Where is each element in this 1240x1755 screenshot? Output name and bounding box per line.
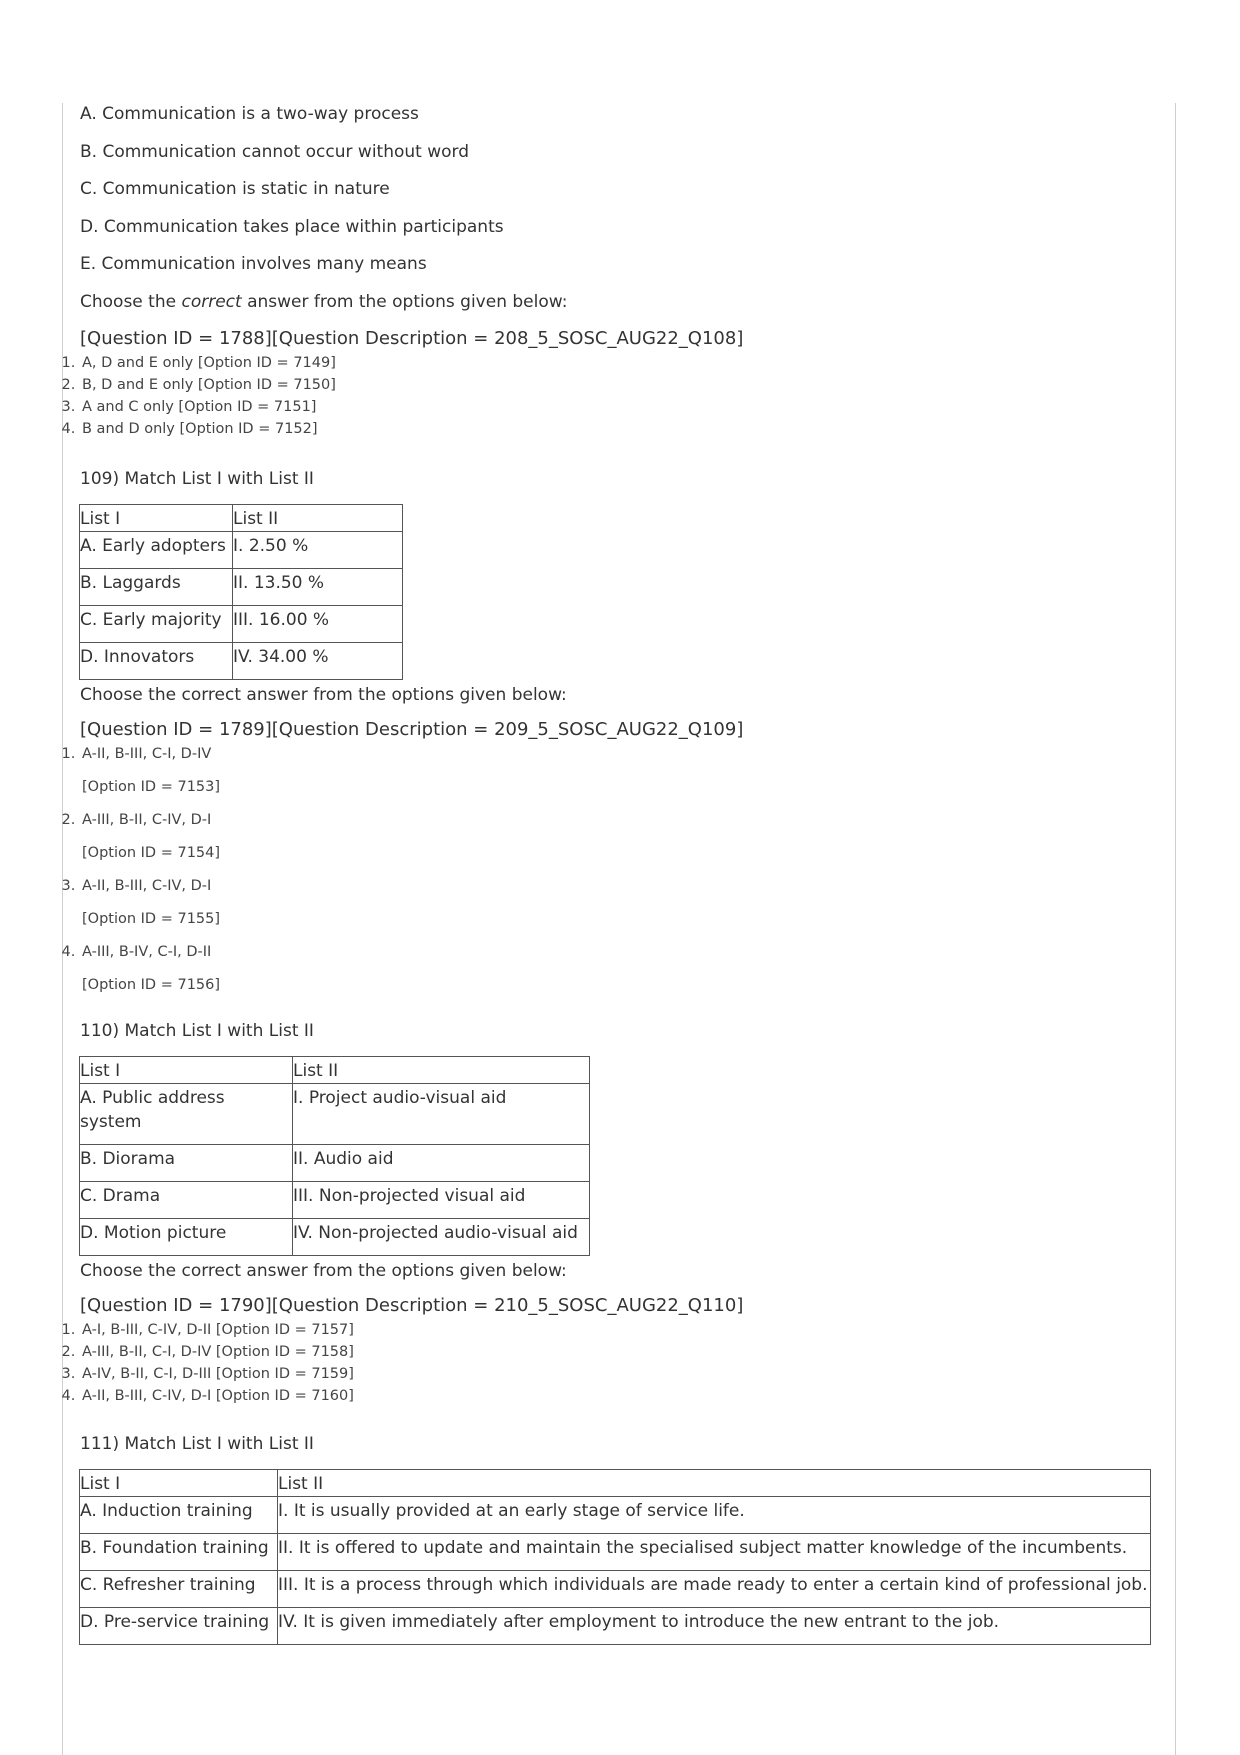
list1-cell: C. Early majority xyxy=(80,606,233,643)
question-id: [Question ID = 1790][Question Description = 210_5_SOSC_AUG22_Q110] xyxy=(80,1295,744,1316)
list1-cell: B. Laggards xyxy=(80,569,233,606)
option-3: 3. A-II, B-III, C-IV, D-I [Option ID = 7155] xyxy=(80,875,1160,930)
question-111 xyxy=(80,1433,1160,1645)
table-row xyxy=(80,1084,590,1145)
list2-cell: IV. 34.00 % xyxy=(233,643,403,680)
list1-cell: D. Pre-service training xyxy=(80,1608,278,1645)
match-table xyxy=(79,1469,1151,1645)
table-header-row xyxy=(80,1470,1151,1497)
statement-b: B. Communication cannot occur without word xyxy=(80,141,470,162)
options-list xyxy=(60,1319,1160,1407)
options-list xyxy=(60,743,1160,996)
question-id: [Question ID = 1788][Question Description = 208_5_SOSC_AUG22_Q108] xyxy=(80,328,744,349)
statement-a: A. Communication is a two-way process xyxy=(80,104,419,124)
statement-d: D. Communication takes place within participants xyxy=(80,216,504,237)
table-row xyxy=(80,532,403,569)
table-header-row xyxy=(80,1057,590,1084)
option-3: 3. A-IV, B-II, C-I, D-III [Option ID = 7159] xyxy=(80,1363,1160,1385)
table-row xyxy=(80,643,403,680)
statement-e: E. Communication involves many means xyxy=(80,254,427,274)
question-heading: 111) Match List I with List II xyxy=(80,1434,314,1454)
options-list xyxy=(60,352,1160,440)
list1-cell: B. Diorama xyxy=(80,1145,293,1182)
table-row xyxy=(80,1497,1151,1534)
option-2: 2. A-III, B-II, C-I, D-IV [Option ID = 7158] xyxy=(80,1341,1160,1363)
list2-cell: I. It is usually provided at an early stage of service life. xyxy=(278,1497,1151,1534)
list2-cell: III. It is a process through which individuals are made ready to enter a certain kind of professional job. xyxy=(278,1571,1151,1608)
list2-cell: II. 13.50 % xyxy=(233,569,403,606)
list2-cell: II. It is offered to update and maintain the specialised subject matter knowledge of the incumbents. xyxy=(278,1534,1151,1571)
choose-instruction: Choose the correct answer from the options given below: xyxy=(80,685,567,705)
header-list-1: List I xyxy=(80,1470,278,1497)
header-list-1: List I xyxy=(80,505,233,532)
statement-c: C. Communication is static in nature xyxy=(80,179,390,199)
option-1: 1. A, D and E only [Option ID = 7149] xyxy=(80,352,1160,374)
list2-cell: IV. Non-projected audio-visual aid xyxy=(293,1219,590,1256)
header-list-2: List II xyxy=(233,505,403,532)
question-110 xyxy=(80,1020,1160,1407)
header-list-1: List I xyxy=(80,1057,293,1084)
match-table xyxy=(79,504,403,680)
question-108 xyxy=(80,103,1160,440)
list1-cell: C. Refresher training xyxy=(80,1571,278,1608)
choose-instruction: Choose the correct answer from the options given below: xyxy=(80,1261,567,1281)
header-list-2: List II xyxy=(293,1057,590,1084)
list1-cell: A. Induction training xyxy=(80,1497,278,1534)
option-2: 2. A-III, B-II, C-IV, D-I [Option ID = 7154] xyxy=(80,809,1160,864)
list1-cell: D. Innovators xyxy=(80,643,233,680)
list2-cell: I. Project audio-visual aid xyxy=(293,1084,590,1145)
list1-cell: D. Motion picture xyxy=(80,1219,293,1256)
choose-instruction: Choose the correct answer from the options given below: xyxy=(80,291,568,312)
list1-cell: A. Early adopters xyxy=(80,532,233,569)
question-paper xyxy=(80,103,1160,1645)
list2-cell: II. Audio aid xyxy=(293,1145,590,1182)
question-heading: 110) Match List I with List II xyxy=(80,1021,314,1041)
match-table xyxy=(79,1056,590,1256)
list1-cell: C. Drama xyxy=(80,1182,293,1219)
question-heading: 109) Match List I with List II xyxy=(80,469,314,489)
question-109 xyxy=(80,468,1160,996)
option-3: 3. A and C only [Option ID = 7151] xyxy=(80,396,1160,418)
list2-cell: III. 16.00 % xyxy=(233,606,403,643)
table-header-row xyxy=(80,505,403,532)
table-row xyxy=(80,606,403,643)
list2-cell: III. Non-projected visual aid xyxy=(293,1182,590,1219)
option-4: 4. B and D only [Option ID = 7152] xyxy=(80,418,1160,440)
list1-cell: B. Foundation training xyxy=(80,1534,278,1571)
list2-cell: I. 2.50 % xyxy=(233,532,403,569)
table-row xyxy=(80,1534,1151,1571)
table-row xyxy=(80,1608,1151,1645)
table-row xyxy=(80,1219,590,1256)
table-row xyxy=(80,1571,1151,1608)
option-4: 4. A-II, B-III, C-IV, D-I [Option ID = 7160] xyxy=(80,1385,1160,1407)
option-1: 1. A-I, B-III, C-IV, D-II [Option ID = 7157] xyxy=(80,1319,1160,1341)
option-1: 1. A-II, B-III, C-I, D-IV [Option ID = 7153] xyxy=(80,743,1160,798)
option-2: 2. B, D and E only [Option ID = 7150] xyxy=(80,374,1160,396)
table-row xyxy=(80,569,403,606)
question-id: [Question ID = 1789][Question Description = 209_5_SOSC_AUG22_Q109] xyxy=(80,719,744,740)
table-row xyxy=(80,1182,590,1219)
option-4: 4. A-III, B-IV, C-I, D-II [Option ID = 7156] xyxy=(80,941,1160,996)
list2-cell: IV. It is given immediately after employment to introduce the new entrant to the job. xyxy=(278,1608,1151,1645)
table-row xyxy=(80,1145,590,1182)
header-list-2: List II xyxy=(278,1470,1151,1497)
list1-cell: A. Public address system xyxy=(80,1084,293,1145)
